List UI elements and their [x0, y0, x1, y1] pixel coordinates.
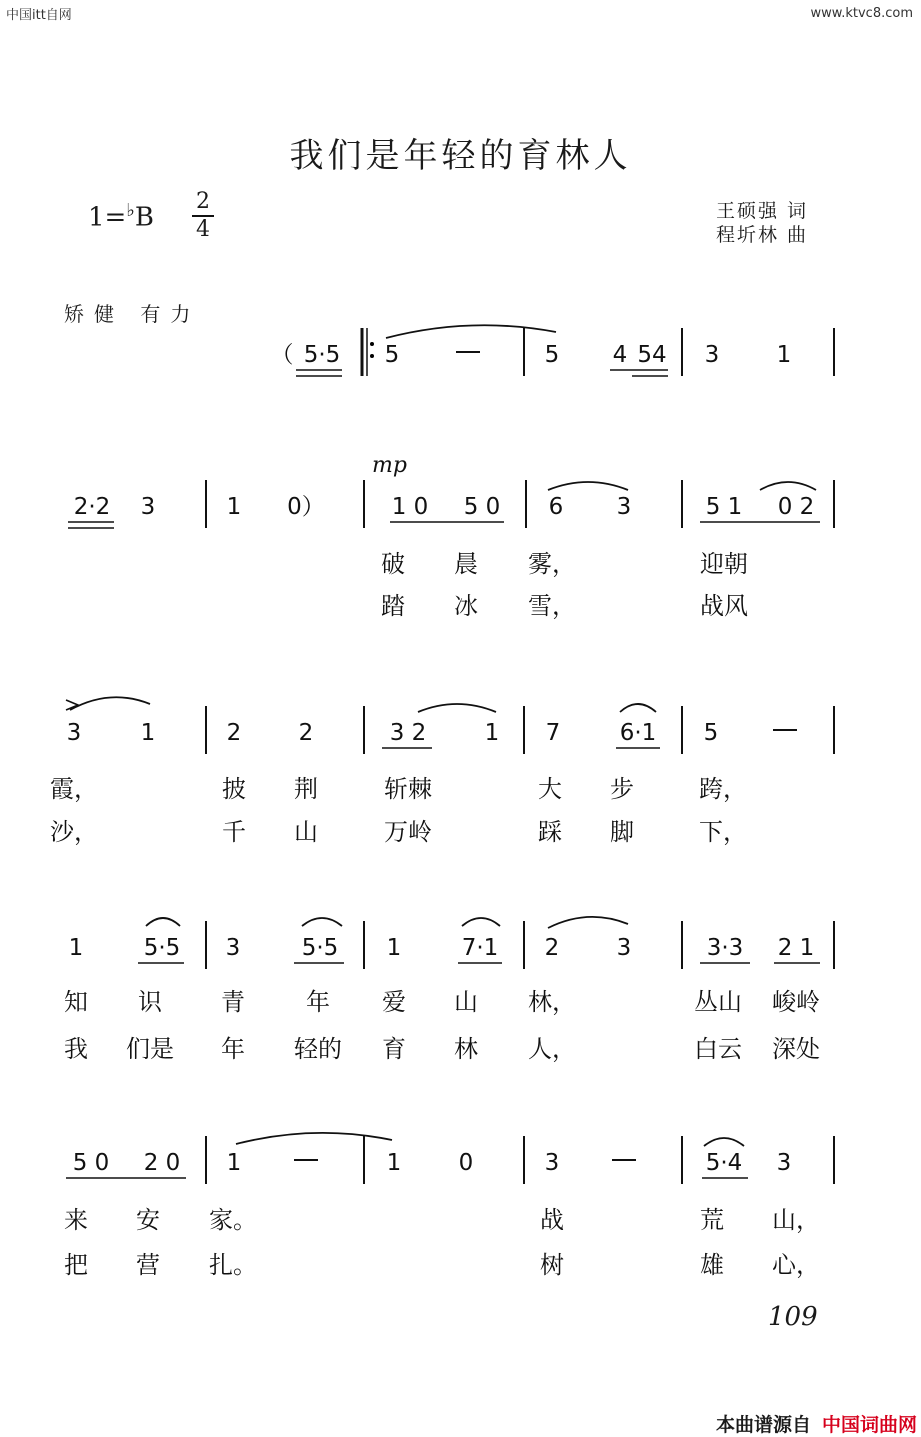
system-3-note: 1 — [140, 720, 156, 746]
system-5-note: 1 — [386, 1150, 402, 1176]
system-5-lyric-verse1: 山， — [772, 1206, 820, 1234]
system-4-lyric-verse2: 林 — [454, 1035, 478, 1063]
system-3-note: 2 — [226, 720, 242, 746]
system-2-note: 5 0 — [463, 494, 501, 520]
system-2-lyric-verse2: 战风 — [700, 592, 748, 620]
system-1-note: 4 — [612, 342, 628, 368]
system-3-lyric-verse1: 披 — [222, 775, 246, 803]
system-5-lyric-verse1: 战 — [540, 1206, 564, 1234]
system-5-lyric-verse1: 家。 — [209, 1206, 257, 1234]
watermark-top-left: 中国itt自网 — [6, 8, 72, 23]
system-2-lyric-verse1: 晨 — [454, 550, 478, 578]
system-3-lyric-verse2: 脚 — [610, 818, 634, 846]
system-5-lyric-verse2: 雄 — [700, 1251, 724, 1279]
system-1-note: 1 — [776, 342, 792, 368]
system-1-note: 5 — [544, 342, 560, 368]
system-2-note: 0） — [287, 494, 325, 520]
footer-source-label: 本曲谱源自 — [716, 1414, 812, 1436]
system-4-lyric-verse1: 丛山 — [694, 988, 742, 1016]
system-2-lyric-verse2: 雪， — [528, 592, 576, 620]
system-4-lyric-verse1: 年 — [306, 988, 330, 1016]
system-5-lyric-verse2: 把 — [64, 1251, 88, 1279]
system-4-lyric-verse2: 育 — [382, 1035, 406, 1063]
system-2-note: 3 — [616, 494, 632, 520]
system-3-note: 3 2 — [389, 720, 427, 746]
system-4-lyric-verse1: 识 — [138, 988, 162, 1016]
system-2-lyric-verse2: 踏 — [381, 592, 405, 620]
system-5-lyric-verse2: 营 — [136, 1251, 160, 1279]
system-2-note: 6 — [548, 494, 564, 520]
system-4-lyric-verse1: 山 — [454, 988, 478, 1016]
system-5-lyric-verse2: 扎。 — [209, 1251, 257, 1279]
system-1-slur — [386, 325, 556, 338]
system-3-lyric-verse2: 踩 — [538, 818, 562, 846]
system-3-lyric-verse1: 跨， — [699, 775, 747, 803]
system-4-note: 3 — [225, 935, 241, 961]
system-3-lyric-verse1: 荆 — [294, 775, 318, 803]
system-2-note: 0 2 — [777, 494, 815, 520]
system-5-lyric-verse2: 心， — [772, 1251, 820, 1279]
system-4-lyric-verse1: 青 — [221, 988, 245, 1016]
system-3-lyric-verse2: 千 — [222, 818, 246, 846]
system-4-note: 1 — [386, 935, 402, 961]
system-4-lyric-verse1: 峻岭 — [772, 988, 820, 1016]
system-5-note: 3 — [544, 1150, 560, 1176]
system-5-note: 5 0 — [72, 1150, 110, 1176]
system-3-lyric-verse2: 沙， — [50, 818, 98, 846]
system-4-lyric-verse2: 深处 — [772, 1035, 820, 1063]
system-1-open-paren: （ — [270, 342, 294, 368]
system-5-note: 5·4 — [705, 1150, 743, 1176]
system-2-lyric-verse2: 冰 — [454, 592, 478, 620]
system-2-slur — [548, 482, 628, 490]
system-3-slur — [70, 697, 150, 710]
lyricist-credit: 王硕强 词 — [716, 200, 809, 222]
tempo-marking: 矫健 有力 — [64, 302, 201, 326]
system-1-repeat-dot — [370, 342, 374, 346]
system-5-note: 1 — [226, 1150, 242, 1176]
system-4-note: 1 — [68, 935, 84, 961]
system-4-lyric-verse1: 林， — [528, 988, 576, 1016]
system-1-repeat-dot — [370, 354, 374, 358]
system-4-note: 5·5 — [143, 935, 181, 961]
system-3-lyric-verse2: 下， — [699, 818, 747, 846]
system-5-lyric-verse1: 来 — [64, 1206, 88, 1234]
system-3-note: 3 — [66, 720, 82, 746]
system-3-note: 6·1 — [619, 720, 657, 746]
system-4-lyric-verse2: 们是 — [126, 1035, 174, 1063]
system-5-lyric-verse2: 树 — [540, 1251, 564, 1279]
system-4-note: 3·3 — [706, 935, 744, 961]
system-2-lyric-verse1: 迎朝 — [700, 550, 748, 578]
system-4-lyric-verse2: 我 — [64, 1035, 88, 1063]
system-4-lyric-verse2: 人， — [528, 1035, 576, 1063]
system-2-lyric-verse1: 雾， — [528, 550, 576, 578]
system-3-lyric-verse1: 霞， — [50, 775, 98, 803]
system-3-note: 1 — [484, 720, 500, 746]
footer-site-name: 中国词曲网 — [822, 1414, 918, 1436]
system-4-note: 2 1 — [777, 935, 815, 961]
system-3-lyric-verse1: 大 — [538, 775, 562, 803]
system-4-slur — [302, 918, 342, 926]
system-4-slur — [548, 917, 628, 928]
system-1-note: 5·5 — [303, 342, 341, 368]
system-3-note: 7 — [545, 720, 561, 746]
watermark-top-right: www.ktvc8.com — [810, 6, 913, 21]
dynamic-marking: mp — [372, 453, 407, 478]
system-1-note: 5 — [384, 342, 400, 368]
system-5-note: 3 — [776, 1150, 792, 1176]
system-2-note: 3 — [140, 494, 156, 520]
system-2-note: 5 1 — [705, 494, 743, 520]
composer-credit: 程圻林 曲 — [716, 224, 809, 246]
system-4-lyric-verse1: 知 — [64, 988, 88, 1016]
system-4-note: 5·5 — [301, 935, 339, 961]
system-4-lyric-verse1: 爱 — [382, 988, 406, 1016]
system-4-note: 7·1 — [461, 935, 499, 961]
system-5-lyric-verse1: 荒 — [700, 1206, 724, 1234]
song-title: 我们是年轻的育林人 — [289, 136, 632, 176]
system-3-lyric-verse2: 山 — [294, 818, 318, 846]
system-3-note: 2 — [298, 720, 314, 746]
time-sig-top: 2 — [196, 189, 210, 214]
key-letter: B — [134, 202, 154, 233]
page-number: 109 — [768, 1302, 818, 1332]
system-3-slur — [620, 704, 656, 712]
system-4-note: 2 — [544, 935, 560, 961]
system-2-note: 1 — [226, 494, 242, 520]
key-prefix: 1= — [88, 202, 127, 233]
system-1-note: 3 — [704, 342, 720, 368]
system-5-lyric-verse1: 安 — [136, 1206, 160, 1234]
system-2-slur — [760, 482, 816, 490]
flat-symbol: ♭ — [126, 200, 135, 221]
system-3-lyric-verse1: 步 — [610, 775, 634, 803]
system-5-slur — [236, 1133, 392, 1144]
system-3-note: 5 — [703, 720, 719, 746]
system-3-lyric-verse1: 斩棘 — [384, 775, 432, 803]
system-4-slur — [462, 918, 500, 926]
system-2-note: 1 0 — [391, 494, 429, 520]
system-3-lyric-verse2: 万岭 — [384, 818, 432, 846]
time-sig-bottom: 4 — [196, 217, 210, 242]
system-5-note: 2 0 — [143, 1150, 181, 1176]
system-2-lyric-verse1: 破 — [381, 550, 405, 578]
system-5-slur — [704, 1138, 744, 1146]
system-2-note: 2·2 — [73, 494, 111, 520]
system-4-lyric-verse2: 白云 — [694, 1035, 742, 1063]
system-1-note: 54 — [637, 342, 667, 368]
system-3-slur — [418, 704, 496, 712]
system-5-note: 0 — [458, 1150, 474, 1176]
system-4-note: 3 — [616, 935, 632, 961]
system-4-lyric-verse2: 年 — [221, 1035, 245, 1063]
system-4-slur — [146, 918, 180, 926]
system-4-lyric-verse2: 轻的 — [294, 1035, 342, 1063]
